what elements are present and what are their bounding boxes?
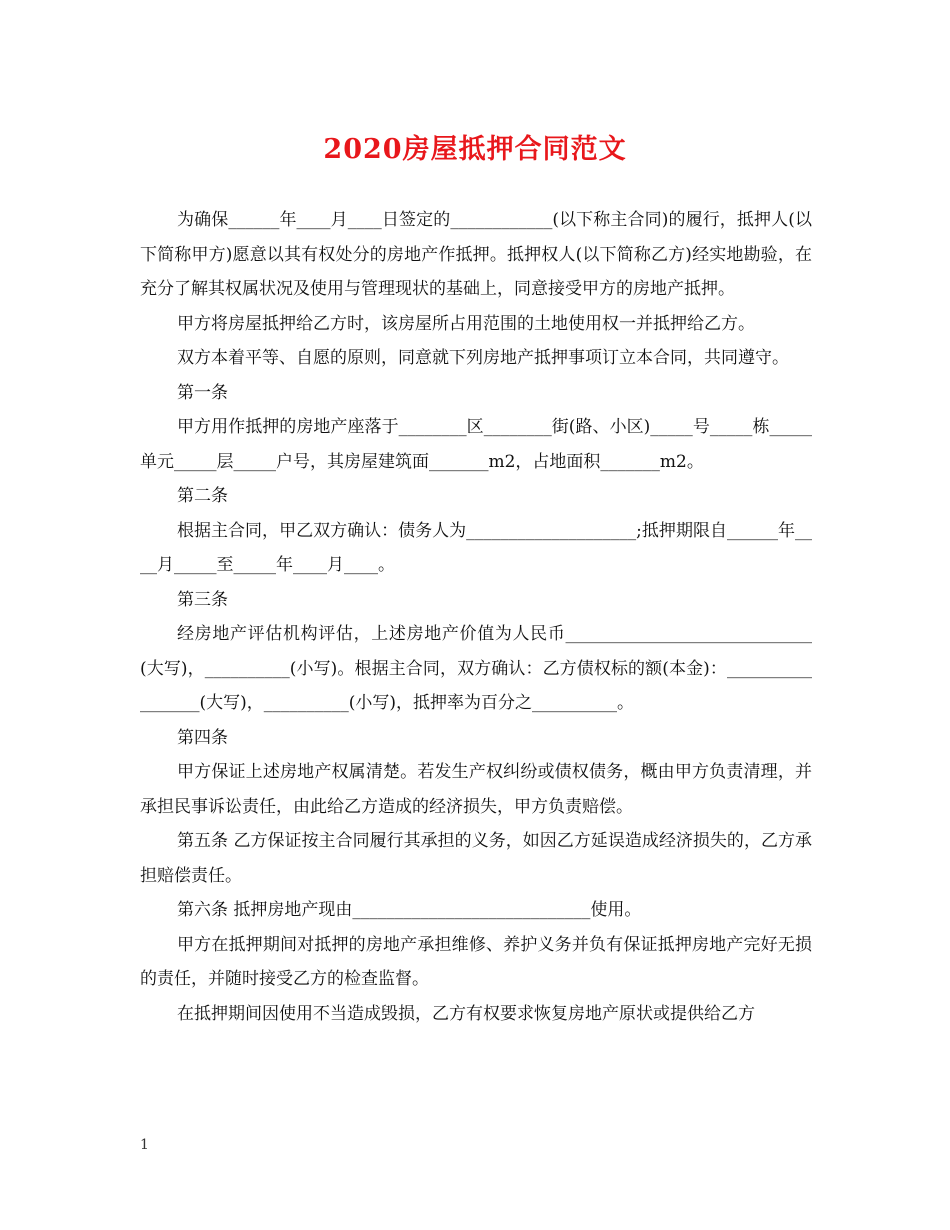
article-6-text: 第六条 抵押房地产现由____________________________使用。 [177,900,642,920]
article-1-text: 甲方用作抵押的房地产座落于________区________街(路、小区)_____号_____栋_____单元_____层_____户号，其房屋建筑面_______m2，占地面积_______m2。 [140,417,812,472]
damage-text: 在抵押期间因使用不当造成毁损，乙方有权要求恢复房地产原状或提供给乙方 [177,1003,755,1024]
article-4-heading: 第四条 [177,727,228,748]
paragraph-land-use: 甲方将房屋抵押给乙方时，该房屋所占用范围的土地使用权一并抵押给乙方。 [177,313,755,334]
maintenance-text: 甲方在抵押期间对抵押的房地产承担维修、养护义务并负有保证抵押房地产完好无损的责任，并随时接受乙方的检查监督。 [140,934,812,989]
paragraph-intro: 为确保______年____月____日签定的____________(以下称主合同)的履行，抵押人(以下简称甲方)愿意以其有权处分的房地产作抵押。抵押权人(以下简称乙方)经实地勘验，在充分了解其权属状况及使用与管理现状的基础上，同意接受甲方的房地产抵押。 [140,210,812,299]
page-number: 1 [140,1137,149,1153]
paragraph-principle: 双方本着平等、自愿的原则，同意就下列房地产抵押事项订立本合同，共同遵守。 [177,348,789,368]
document-body [140,203,812,1031]
article-5-text: 第五条 乙方保证按主合同履行其承担的义务，如因乙方延误造成经济损失的，乙方承担赔偿责任。 [140,831,812,886]
article-3-heading: 第三条 [177,589,228,610]
article-2-text: 根据主合同，甲乙双方确认：债务人为____________________;抵押期限自______年____月_____至_____年____月____。 [140,520,812,575]
article-4-text: 甲方保证上述房地产权属清楚。若发生产权纠纷或债权债务，概由甲方负责清理，并承担民事诉讼责任，由此给乙方造成的经济损失，甲方负责赔偿。 [140,762,812,817]
article-3-text: 经房地产评估机构评估，上述房地产价值为人民币_____________________________(大写)，__________(小写)。根据主合同，双方确认：乙方债权标的额(本金)：_________________(大写)，__________(小写)，抵押率为百分之__________。 [140,624,812,713]
article-2-heading: 第二条 [177,486,228,506]
document-title: 2020房屋抵押合同范文 [323,134,627,165]
article-1-heading: 第一条 [177,382,228,403]
